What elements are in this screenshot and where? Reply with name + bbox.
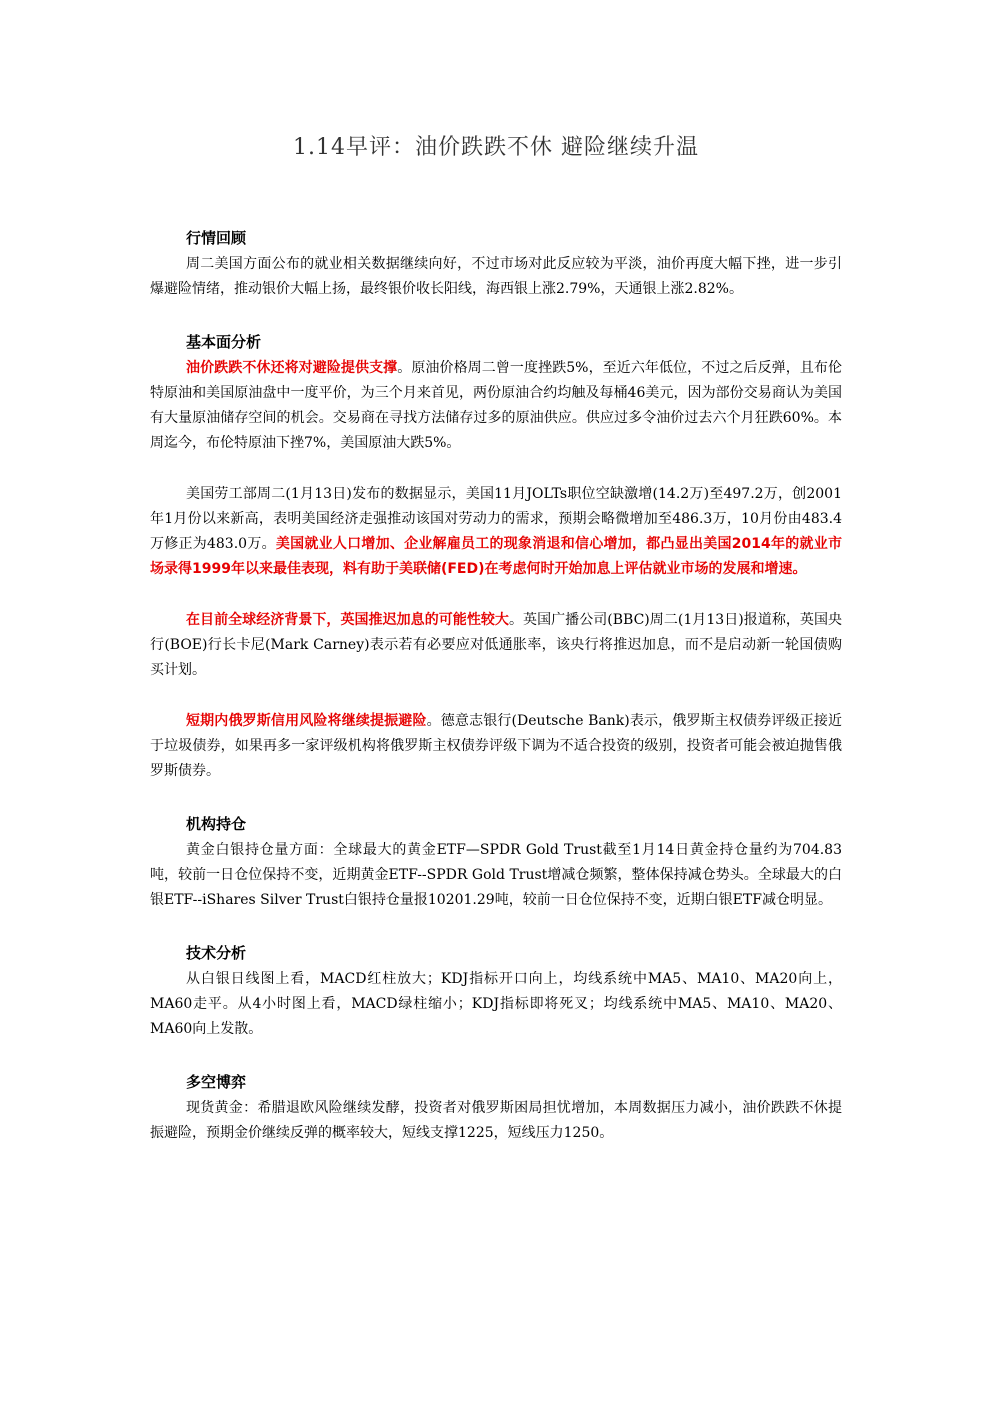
section-heading-technical: 技术分析 <box>186 944 247 962</box>
review-text: 周二美国方面公布的就业相关数据继续向好，不过市场对此反应较为平淡，油价再度大幅下挫，进一步引爆避险情绪，推动银价大幅上扬，最终银价收长阳线，海西银上涨2.79%，天通银上涨2.82%。 <box>150 256 842 297</box>
fundamental-paragraph-4 <box>150 709 842 784</box>
fundamental-highlight-4: 短期内俄罗斯信用风险将继续提振避险 <box>186 713 427 729</box>
fundamental-highlight-3: 在目前全球经济背景下，英国推迟加息的可能性较大 <box>186 612 509 628</box>
fundamental-paragraph-1 <box>150 356 842 456</box>
review-paragraph <box>150 252 842 302</box>
section-heading-review: 行情回顾 <box>186 229 247 247</box>
page-title: 1.14早评：油价跌跌不休 避险继续升温 <box>293 135 699 160</box>
document-body <box>150 224 842 1146</box>
fundamental-text-4: 。德意志银行(Deutsche Bank)表示，俄罗斯主权债券评级正接近于垃圾债券，如果再多一家评级机构将俄罗斯主权债券评级下调为不适合投资的级别，投资者可能会被迫抛售俄罗斯债券。 <box>150 713 842 779</box>
outlook-paragraph <box>150 1096 842 1146</box>
fundamental-text-3: 。英国广播公司(BBC)周二(1月13日)报道称，英国央行(BOE)行长卡尼(Mark Carney)表示若有必要应对低通胀率，该央行将推迟加息，而不是启动新一轮国债购买计划。 <box>150 612 842 678</box>
section-heading-positions: 机构持仓 <box>186 815 247 833</box>
fundamental-paragraph-2 <box>150 482 842 582</box>
technical-text: 从白银日线图上看，MACD红柱放大；KDJ指标开口向上，均线系统中MA5、MA10、MA20向上， MA60走平。从4小时图上看，MACD绿柱缩小；KDJ指标即将死叉；均线系统中MA5、MA10、MA20、MA60向上发散。 <box>150 971 842 1037</box>
section-heading-outlook: 多空博弈 <box>186 1073 247 1091</box>
outlook-text: 现货黄金：希腊退欧风险继续发酵，投资者对俄罗斯困局担忧增加，本周数据压力减小，油价跌跌不休提振避险，预期金价继续反弹的概率较大，短线支撑1225，短线压力1250。 <box>150 1100 842 1141</box>
fundamental-paragraph-3 <box>150 608 842 683</box>
fundamental-text-1: 。原油价格周二曾一度挫跌5%，至近六年低位，不过之后反弹，且布伦特原油和美国原油盘中一度平价，为三个月来首见，两份原油合约均触及每桶46美元，因为部份交易商认为美国有大量原油储存空间的机会。交易商在寻找方法储存过多的原油供应。供应过多令油价过去六个月狂跌60%。本周迄今，布伦特原油下挫7%，美国原油大跌5%。 <box>150 360 842 451</box>
positions-paragraph <box>150 838 842 913</box>
positions-text: 黄金白银持仓量方面：全球最大的黄金ETF—SPDR Gold Trust截至1月14日黄金持仓量约为704.83吨，较前一日仓位保持不变，近期黄金ETF--SPDR Gold Trust增减仓频繁，整体保持减仓势头。全球最大的白银ETF--iShares Silver Trust白银持仓量报10201.29吨，较前一日仓位保持不变，近期白银ETF减仓明显。 <box>150 842 842 908</box>
technical-paragraph <box>150 967 842 1042</box>
fundamental-highlight-2: 美国就业人口增加、企业解雇员工的现象消退和信心增加，都凸显出美国2014年的就业市场录得1999年以来最佳表现，料有助于美联储(FED)在考虑何时开始加息上评估就业市场的发展和增速。 <box>150 536 842 577</box>
fundamental-text-2: 美国劳工部周二(1月13日)发布的数据显示，美国11月JOLTs职位空缺激增(14.2万)至497.2万，创2001年1月份以来新高，表明美国经济走强推动该国对劳动力的需求，预期会略微增加至486.3万，10月份由483.4万修正为483.0万。 <box>150 486 842 552</box>
section-heading-fundamental: 基本面分析 <box>186 333 262 351</box>
fundamental-highlight-1: 油价跌跌不休还将对避险提供支撑 <box>186 360 398 376</box>
